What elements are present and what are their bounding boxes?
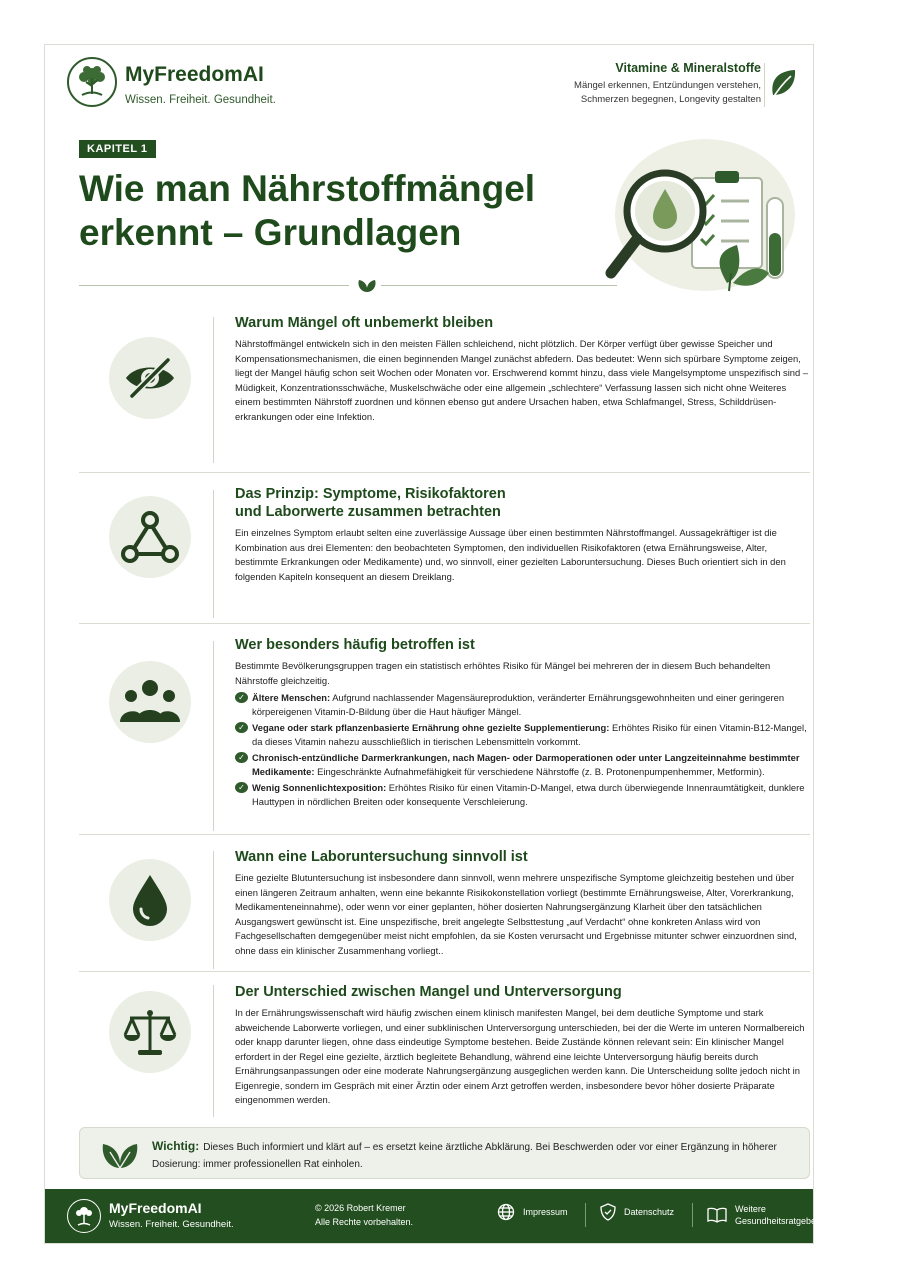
check-circle-icon: ✓ — [235, 782, 248, 793]
section-risk-groups — [79, 633, 810, 838]
section-divider-line — [213, 641, 214, 831]
list-item — [235, 721, 810, 749]
footer-link-datenschutz[interactable] — [600, 1203, 674, 1221]
leaf-icon — [767, 67, 799, 108]
page-title-line-2: erkennt – Grundlagen — [79, 212, 462, 253]
title-rule-left — [79, 285, 349, 286]
section-body — [235, 314, 810, 424]
footer — [45, 1189, 820, 1243]
section-deficiency-vs-undersupply — [79, 981, 810, 1121]
list-item-label: Wenig Sonnenlichtexposition: — [252, 782, 387, 793]
header-divider — [764, 63, 765, 107]
check-circle-icon: ✓ — [235, 752, 248, 763]
triangle-network-icon — [109, 496, 191, 578]
list-item-text: Erhöhtes Risiko für einen Vitamin-D-Mangel, etwa durch überwiegende Innenraumtätigkeit, dunklere Hauttypen in nördlichen Breiten oder konsequente Verschleierung. — [252, 782, 805, 807]
list-item-label: Ältere Menschen: — [252, 692, 331, 703]
brand-name: MyFreedomAI — [125, 63, 264, 86]
section-text: Bestimmte Bevölkerungsgruppen tragen ein statistisch erhöhtes Risiko für Mängel bei mehreren der in diesem Buch behandelten Nährstoffe gleichzeitig. — [235, 660, 771, 686]
section-divider-line — [213, 490, 214, 618]
check-circle-icon: ✓ — [235, 692, 248, 703]
section-separator — [79, 623, 810, 624]
shield-icon — [600, 1203, 616, 1221]
footer-link-more-guides[interactable] — [707, 1203, 819, 1227]
check-circle-icon: ✓ — [235, 722, 248, 733]
note-text — [152, 1138, 789, 1173]
section-text: Ein einzelnes Symptom erlaubt selten eine zuverlässige Aussage über einen bestimmten Nährstoffmangel. Aussagekräftiger ist die Kombination aus drei Elementen: den beobachteten Symptomen, den individuellen Risikofaktoren (etwa Ernährungsweise, Alter, bestimmte Erkrankungen oder Medikamente) und, wo sinnvoll, einer gezielten Laboruntersuchung. Dieses Buch orientiert sich in den folgenden Kapiteln konsequent an diesem Dreiklang. — [235, 527, 786, 582]
section-text: Eine gezielte Blutuntersuchung ist insbesondere dann sinnvoll, wenn mehrere unspezifische Symptome gleichzeitig bestehen und über einen längeren Zeitraum anhalten, wenn eine bekannte Risikokonstellation vorliegt (bestimmte Ernährungsweise, Alter, Vorerkrankung, Medikamenteneinnahme), oder wenn vor einer geplanten, höher dosierten Nahrungsergänzung Klarheit über den tatsächlichen Ausgangswert gewünscht ist. Eine unspezifische, breit angelegte Selbsttestung „auf Verdacht“ ohne konkreten Anlass wird von Fachgesellschaften demgegenüber meist nicht empfohlen, da sie Kosten verursacht und Ergebnisse mitunter schwer einzuordnen sind, ohne dass ein klinischer Zusammenhang vorliegt.. — [235, 872, 797, 956]
section-title: Wer besonders häufig betroffen ist — [235, 637, 475, 653]
footer-divider — [692, 1203, 693, 1227]
header-topic — [521, 61, 761, 107]
section-title: Der Unterschied zwischen Mangel und Unterversorgung — [235, 984, 622, 1000]
list-item-text: Erhöhtes Risiko für einen Vitamin-B12-Mangel, da dieses Vitamin nahezu ausschließlich in tierischen Lebensmitteln vorkommt. — [252, 722, 807, 747]
important-note — [79, 1127, 810, 1179]
section-unnoticed-deficiencies — [79, 311, 810, 476]
section-body — [235, 983, 810, 1108]
list-item-label: Chronisch-entzündliche Darmerkrankungen, nach Magen- oder Darmoperationen oder unter Langzeiteinnahme bestimmter Medikamente: — [252, 752, 800, 777]
note-body: Dieses Buch informiert und klärt auf – es ersetzt keine ärztliche Abklärung. Bei Beschwerden oder vor einer Ergänzung in höherer Dosierung: immer professionellen Rat einholen. — [152, 1142, 777, 1170]
section-separator — [79, 472, 810, 473]
magnifier-clipboard-illustration — [597, 133, 797, 308]
footer-link-label-2: Gesundheitsratgeber — [735, 1216, 820, 1226]
section-principle — [79, 484, 810, 629]
section-text: In der Ernährungswissenschaft wird häufig zwischen einem klinisch manifesten Mangel, bei dem deutliche Symptome und stark abweichende Laborwerte vorliegen, und einer subklinischen Unterversorgung unterschieden, bei der die Werte im unteren Normalbereich oder knapp darunter liegen, ohne dass eindeutige Symptome bestehen. Beide Zustände können relevant sein: Ein klinischer Mangel erfordert in der Regel eine gezielte, ärztlich begleitete Behandlung, während eine leichte Unterversorgung häufig bereits durch Ernährungsanpassungen oder eine moderate Nahrungsergänzung ausgeglichen werden kann. Die Unterscheidung sollte jedoch nicht in Eigenregie, sondern im Gespräch mit einer Ärztin oder einem Arzt getroffen werden, insbesondere bevor höher dosierte Präparate eingenommen werden. — [235, 1007, 805, 1105]
copyright-line-1: © 2026 Robert Kremer — [315, 1203, 406, 1213]
footer-copyright — [315, 1201, 413, 1229]
leaves-icon — [98, 1136, 142, 1175]
section-body — [235, 636, 810, 811]
footer-link-impressum[interactable] — [497, 1203, 568, 1221]
list-item — [235, 691, 810, 719]
brand-tagline: Wissen. Freiheit. Gesundheit. — [125, 94, 276, 106]
globe-icon — [497, 1203, 515, 1221]
topic-subtitle-2: Schmerzen begegnen, Longevity gestalten — [580, 94, 761, 105]
section-title: Wann eine Laboruntersuchung sinnvoll ist — [235, 849, 528, 865]
footer-link-label: Impressum — [523, 1207, 568, 1217]
section-divider-line — [213, 851, 214, 969]
section-title: Warum Mängel oft unbemerkt bleiben — [235, 315, 494, 331]
list-item — [235, 751, 810, 779]
footer-brand-tagline: Wissen. Freiheit. Gesundheit. — [109, 1219, 234, 1230]
section-body — [235, 848, 810, 958]
footer-divider — [585, 1203, 586, 1227]
section-text: Nährstoffmängel entwickeln sich in den meisten Fällen schleichend, nicht plötzlich. Der Körper verfügt über gewisse Speicher und Kompensationsmechanismen, die einen beginnenden Mangel zunächst abfedern. Das bedeutet: Wenn sich spürbare Symptome zeigen, liegt der Mangel häufig schon seit Wochen oder Monaten vor. Erschwerend kommt hinzu, dass viele Mangelsymptome unspezifisch sind – Müdigkeit, Konzentrationsschwäche, Muskelschwäche oder eine allgemein „schlechtere“ Verfassung lassen sich nicht ohne Weiteres einem bestimmten Nährstoff zuordnen und können ebenso gut andere Ursachen haben, etwa Schlafmangel, Stress, Schilddrüsen-erkrankungen oder eine Infektion. — [235, 338, 809, 422]
footer-link-label: Datenschutz — [624, 1207, 675, 1217]
list-item-label: Vegane oder stark pflanzenbasierte Ernährung ohne gezielte Supplementierung: — [252, 722, 610, 733]
topic-title: Vitamine & Mineralstoffe — [615, 61, 761, 75]
book-icon — [707, 1207, 727, 1223]
section-separator — [79, 971, 810, 972]
section-title-line-2: und Laborwerte zusammen betrachten — [235, 504, 501, 520]
chapter-badge: KAPITEL 1 — [79, 140, 156, 158]
risk-group-list — [235, 691, 810, 809]
blood-drop-icon — [109, 859, 191, 941]
page-title — [79, 167, 639, 255]
list-item-text: Aufgrund nachlassender Magensäureproduktion, veränderter Ernährungsgewohnheiten und einer geringeren körpereigenen Vitamin-D-Bildung über die Haut häufiger Mängel. — [252, 692, 785, 717]
page-title-line-1: Wie man Nährstoffmängel — [79, 168, 536, 209]
section-divider-line — [213, 985, 214, 1117]
page — [44, 44, 820, 1244]
list-item — [235, 781, 810, 809]
footer-link-label — [735, 1203, 819, 1227]
footer-tree-logo-icon — [67, 1199, 101, 1233]
section-lab-test — [79, 845, 810, 975]
people-group-icon — [109, 661, 191, 743]
section-title-line-1: Das Prinzip: Symptome, Risikofaktoren — [235, 486, 506, 502]
list-item-text: Eingeschränkte Aufnahmefähigkeit für verschiedene Nährstoffe (z. B. Protonenpumpenhemmer, Metformin). — [314, 766, 765, 777]
eye-slash-icon — [109, 337, 191, 419]
copyright-line-2: Alle Rechte vorbehalten. — [315, 1217, 414, 1227]
scales-icon — [109, 991, 191, 1073]
title-rule-right — [381, 285, 617, 286]
sprout-icon — [355, 276, 379, 299]
section-body — [235, 485, 810, 584]
topic-subtitle-1: Mängel erkennen, Entzündungen verstehen, — [574, 80, 761, 91]
section-title — [235, 485, 810, 521]
note-label: Wichtig: — [152, 1139, 200, 1153]
footer-brand-name: MyFreedomAI — [109, 1200, 202, 1216]
section-divider-line — [213, 317, 214, 463]
footer-link-label-1: Weitere — [735, 1204, 766, 1214]
section-separator — [79, 834, 810, 835]
tree-logo-icon — [67, 57, 117, 107]
